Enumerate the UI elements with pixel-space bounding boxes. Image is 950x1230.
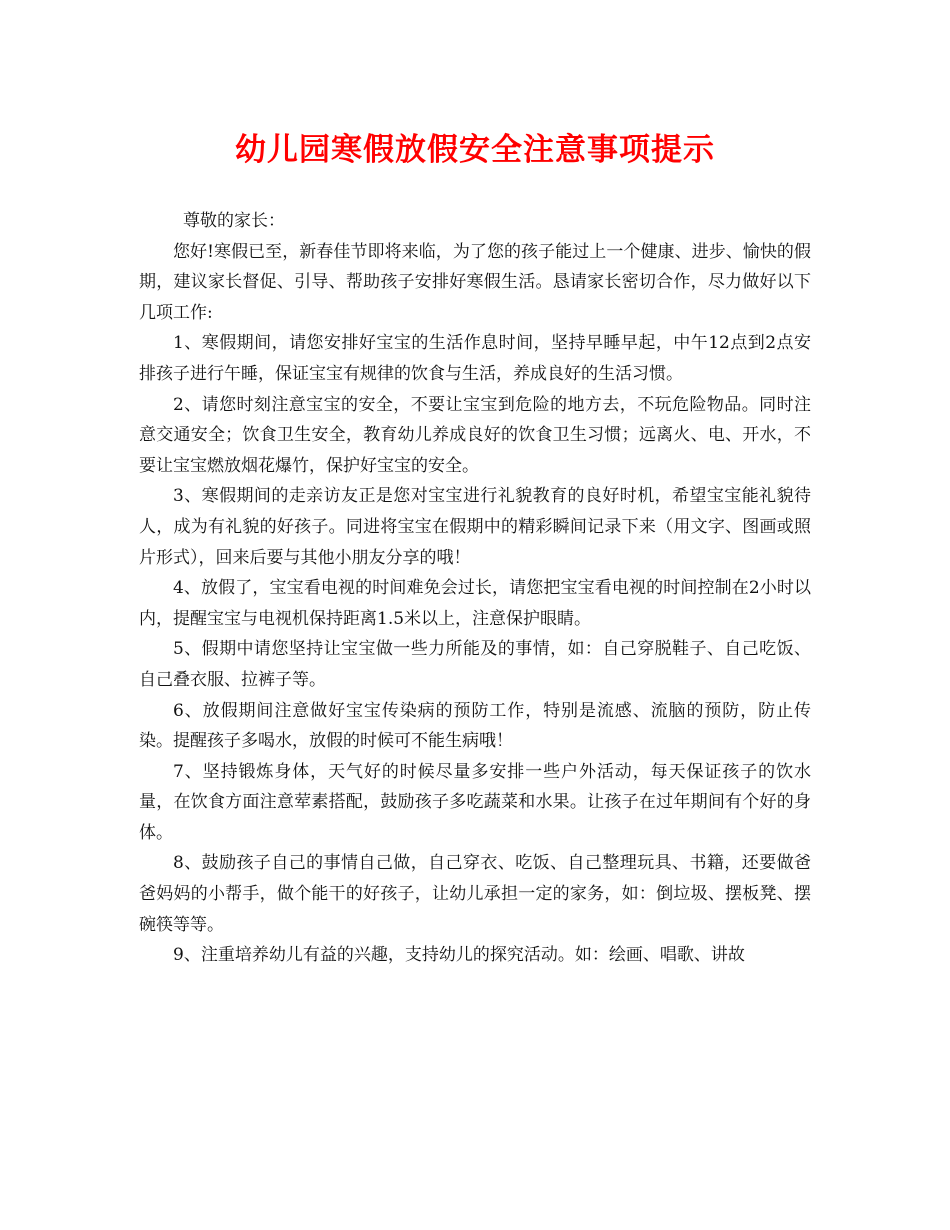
item-paragraph-6: 6、放假期间注意做好宝宝传染病的预防工作，特别是流感、流脑的预防，防止传染。提醒孩子多喝水，放假的时候可不能生病哦！: [139, 700, 811, 752]
page-title: 幼儿园寒假放假安全注意事项提示: [235, 132, 715, 168]
item-paragraph-2: 2、请您时刻注意宝宝的安全，不要让宝宝到危险的地方去，不玩危险物品。同时注意交通安全；饮食卫生安全，教育幼儿养成良好的饮食卫生习惯；远离火、电、开水，不要让宝宝燃放烟花爆竹，保护好宝宝的安全。: [139, 394, 811, 476]
item-paragraph-5: 5、假期中请您坚持让宝宝做一些力所能及的事情，如：自己穿脱鞋子、自己吃饭、自己叠衣服、拉裤子等。: [139, 639, 811, 690]
intro-paragraph: 您好!寒假已至，新春佳节即将来临，为了您的孩子能过上一个健康、进步、愉快的假期，建议家长督促、引导、帮助孩子安排好寒假生活。恳请家长密切合作，尽力做好以下几项工作:: [139, 241, 811, 323]
document-body: [139, 206, 811, 971]
item-paragraph-8: 8、鼓励孩子自己的事情自己做，自己穿衣、吃饭、自己整理玩具、书籍，还要做爸爸妈妈的小帮手，做个能干的好孩子，让幼儿承担一定的家务，如：倒垃圾、摆板凳、摆碗筷等等。: [139, 853, 811, 935]
item-paragraph-4: 4、放假了，宝宝看电视的时间难免会过长，请您把宝宝看电视的时间控制在2小时以内，提醒宝宝与电视机保持距离1.5米以上，注意保护眼睛。: [139, 578, 811, 629]
item-paragraph-9: 9、注重培养幼儿有益的兴趣，支持幼儿的探究活动。如：绘画、唱歌、讲故: [173, 945, 745, 966]
greeting: 尊敬的家长：: [183, 211, 285, 231]
item-paragraph-3: 3、寒假期间的走亲访友正是您对宝宝进行礼貌教育的良好时机，希望宝宝能礼貌待人，成为有礼貌的好孩子。同进将宝宝在假期中的精彩瞬间记录下来（用文字、图画或照片形式），回来后要与其他小朋友分享的哦！: [139, 486, 811, 568]
item-paragraph-1: 1、寒假期间，请您安排好宝宝的生活作息时间，坚持早睡早起，中午12点到2点安排孩子进行午睡，保证宝宝有规律的饮食与生活，养成良好的生活习惯。: [139, 333, 811, 384]
item-paragraph-7: 7、坚持锻炼身体，天气好的时候尽量多安排一些户外活动，每天保证孩子的饮水量，在饮食方面注意荤素搭配，鼓励孩子多吃蔬菜和水果。让孩子在过年期间有个好的身体。: [139, 761, 811, 843]
